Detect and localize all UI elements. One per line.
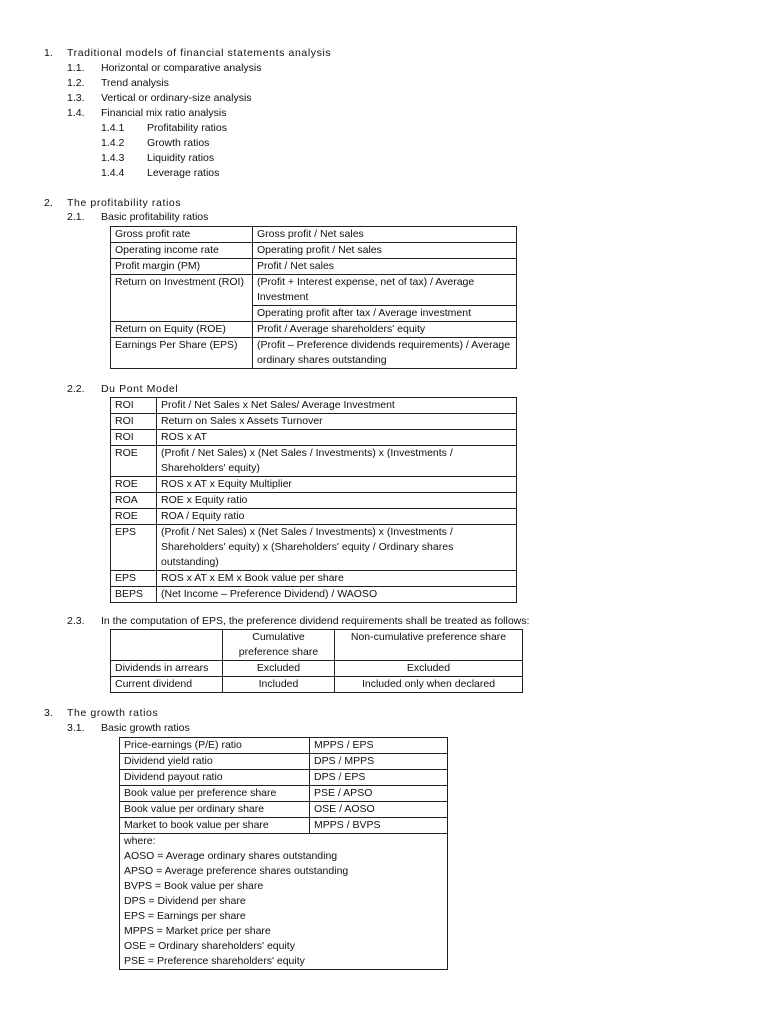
subitem-number: 1.4.3	[101, 152, 125, 164]
table-row	[111, 661, 523, 677]
growth-ratios-table	[119, 737, 448, 970]
du-pont-table	[110, 397, 517, 603]
table-row	[120, 754, 448, 770]
section-number: 3.	[44, 707, 53, 719]
legend-item: OSE = Ordinary shareholders' equity	[124, 940, 295, 952]
measure: ROE	[111, 477, 157, 493]
ratio-formula: Operating profit / Net sales	[253, 243, 517, 259]
table-row	[120, 818, 448, 834]
table-row	[111, 275, 517, 306]
ratio-formula: (Profit – Preference dividends requirements) / Average ordinary shares outstanding	[253, 338, 517, 369]
section-title: The growth ratios	[67, 707, 159, 719]
item-number: 1.3.	[67, 92, 85, 104]
legend-item: APSO = Average preference shares outstanding	[124, 865, 349, 877]
subsection-title: Basic profitability ratios	[101, 211, 209, 223]
measure: BEPS	[111, 587, 157, 603]
table-row	[111, 430, 517, 446]
subsection-number: 2.3.	[67, 615, 85, 627]
table-row	[111, 259, 517, 275]
header-cell: Non-cumulative preference share	[335, 630, 523, 661]
subsection-title: In the computation of EPS, the preference dividend requirements shall be treated as follows:	[101, 615, 530, 627]
ratio-formula: OSE / AOSO	[310, 802, 448, 818]
item-text: Trend analysis	[101, 77, 169, 89]
where-legend	[120, 834, 448, 970]
ratio-name: Return on Equity (ROE)	[111, 322, 253, 338]
ratio-name: Profit margin (PM)	[111, 259, 253, 275]
row-label: Dividends in arrears	[111, 661, 223, 677]
subitem-number: 1.4.1	[101, 122, 125, 134]
ratio-formula: Profit / Average shareholders' equity	[253, 322, 517, 338]
row-label: Current dividend	[111, 677, 223, 693]
section-title: Traditional models of financial statements analysis	[67, 47, 332, 59]
cell: Included only when declared	[335, 677, 523, 693]
measure: EPS	[111, 525, 157, 571]
ratio-formula: DPS / EPS	[310, 770, 448, 786]
legend-item: EPS = Earnings per share	[124, 910, 246, 922]
header-cell	[111, 630, 223, 661]
legend-item: DPS = Dividend per share	[124, 895, 246, 907]
table-row	[111, 477, 517, 493]
subitem-text: Leverage ratios	[147, 167, 220, 179]
ratio-name: Book value per ordinary share	[120, 802, 310, 818]
formula: ROS x AT	[157, 430, 517, 446]
formula: (Net Income – Preference Dividend) / WAOSO	[157, 587, 517, 603]
ratio-formula: MPPS / BVPS	[310, 818, 448, 834]
table-header-row	[111, 630, 523, 661]
item-number: 1.2.	[67, 77, 85, 89]
subitem-text: Liquidity ratios	[147, 152, 215, 164]
measure: ROE	[111, 446, 157, 477]
table-row	[111, 571, 517, 587]
table-row	[120, 770, 448, 786]
formula: Return on Sales x Assets Turnover	[157, 414, 517, 430]
ratio-formula: (Profit + Interest expense, net of tax) / Average Investment	[253, 275, 517, 306]
formula: (Profit / Net Sales) x (Net Sales / Investments) x (Investments / Shareholders' equity)	[157, 446, 517, 477]
ratio-formula: MPPS / EPS	[310, 738, 448, 754]
section-title: The profitability ratios	[67, 197, 182, 209]
ratio-formula: Profit / Net sales	[253, 259, 517, 275]
table-row	[111, 243, 517, 259]
ratio-name: Operating income rate	[111, 243, 253, 259]
cell: Excluded	[223, 661, 335, 677]
table-row	[111, 587, 517, 603]
measure: ROA	[111, 493, 157, 509]
measure: EPS	[111, 571, 157, 587]
ratio-formula: PSE / APSO	[310, 786, 448, 802]
table-row	[111, 677, 523, 693]
where-label: where:	[124, 835, 156, 847]
formula: ROA / Equity ratio	[157, 509, 517, 525]
legend-item: MPPS = Market price per share	[124, 925, 271, 937]
subitem-text: Profitability ratios	[147, 122, 227, 134]
ratio-name: Dividend yield ratio	[120, 754, 310, 770]
cell: Excluded	[335, 661, 523, 677]
section-number: 2.	[44, 197, 53, 209]
ratio-name: Dividend payout ratio	[120, 770, 310, 786]
formula: (Profit / Net Sales) x (Net Sales / Investments) x (Investments / Shareholders' equity) x (Shareholders' equity / Ordinary shares outstanding)	[157, 525, 517, 571]
measure: ROI	[111, 430, 157, 446]
ratio-name: Gross profit rate	[111, 227, 253, 243]
table-row	[111, 227, 517, 243]
legend-item: AOSO = Average ordinary shares outstanding	[124, 850, 338, 862]
eps-dividend-table	[110, 629, 523, 693]
ratio-name: Earnings Per Share (EPS)	[111, 338, 253, 369]
subsection-number: 2.2.	[67, 383, 85, 395]
table-row	[111, 398, 517, 414]
ratio-name: Price-earnings (P/E) ratio	[120, 738, 310, 754]
subitem-number: 1.4.4	[101, 167, 125, 179]
formula: ROE x Equity ratio	[157, 493, 517, 509]
table-row	[111, 509, 517, 525]
subsection-number: 3.1.	[67, 722, 85, 734]
cell: Included	[223, 677, 335, 693]
item-number: 1.1.	[67, 62, 85, 74]
table-row	[111, 525, 517, 571]
measure: ROI	[111, 414, 157, 430]
formula: Profit / Net Sales x Net Sales/ Average Investment	[157, 398, 517, 414]
table-row	[111, 493, 517, 509]
item-text: Financial mix ratio analysis	[101, 107, 227, 119]
subitem-text: Growth ratios	[147, 137, 210, 149]
item-text: Vertical or ordinary-size analysis	[101, 92, 252, 104]
legend-item: PSE = Preference shareholders' equity	[124, 955, 305, 967]
table-row	[111, 322, 517, 338]
ratio-name: Market to book value per share	[120, 818, 310, 834]
table-row	[120, 738, 448, 754]
item-text: Horizontal or comparative analysis	[101, 62, 262, 74]
profitability-ratios-table	[110, 226, 517, 369]
measure: ROI	[111, 398, 157, 414]
legend-item: BVPS = Book value per share	[124, 880, 264, 892]
subsection-title: Du Pont Model	[101, 383, 179, 395]
where-row	[120, 834, 448, 970]
measure: ROE	[111, 509, 157, 525]
ratio-formula: DPS / MPPS	[310, 754, 448, 770]
formula: ROS x AT x EM x Book value per share	[157, 571, 517, 587]
subsection-number: 2.1.	[67, 211, 85, 223]
table-row	[120, 802, 448, 818]
ratio-formula: Operating profit after tax / Average investment	[253, 306, 517, 322]
table-row	[120, 786, 448, 802]
ratio-name: Book value per preference share	[120, 786, 310, 802]
table-row	[111, 338, 517, 369]
subitem-number: 1.4.2	[101, 137, 125, 149]
ratio-name: Return on Investment (ROI)	[111, 275, 253, 322]
header-cell: Cumulative preference share	[223, 630, 335, 661]
formula: ROS x AT x Equity Multiplier	[157, 477, 517, 493]
table-row	[111, 414, 517, 430]
item-number: 1.4.	[67, 107, 85, 119]
subsection-title: Basic growth ratios	[101, 722, 190, 734]
ratio-formula: Gross profit / Net sales	[253, 227, 517, 243]
table-row	[111, 446, 517, 477]
section-number: 1.	[44, 47, 53, 59]
